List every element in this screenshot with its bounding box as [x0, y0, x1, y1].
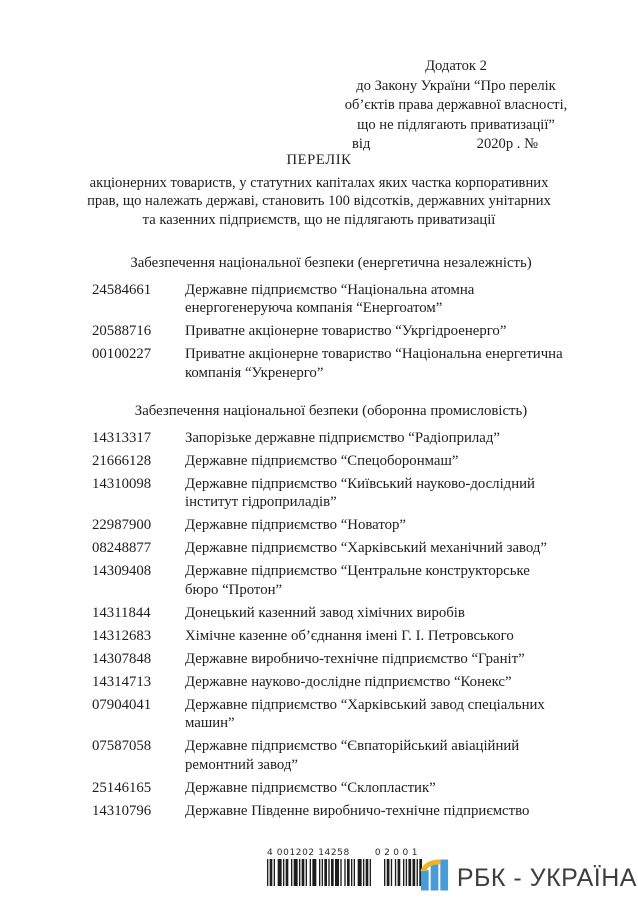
logo-bar [421, 870, 429, 890]
company-row [92, 673, 570, 692]
enterprise-list [92, 254, 570, 825]
company-row [92, 696, 570, 733]
company-name: Державне підприємство “Спецоборонмаш” [185, 452, 459, 469]
company-row [92, 516, 570, 535]
company-name: Державне підприємство “Склопластик” [185, 779, 436, 796]
rbc-ukraine-wordmark: РБК - УКРАЇНА [456, 863, 637, 892]
appendix-number: Додаток 2 [425, 58, 487, 74]
company-name: Державне підприємство “Харківський механічний завод” [185, 540, 547, 556]
company-row [92, 737, 570, 774]
section-heading-energy: Забезпечення національної безпеки (енергетична незалежність) [130, 255, 532, 271]
company-name: Державне підприємство “Центральне конструкторське бюро “Протон” [185, 563, 530, 598]
section-rows-energy [92, 281, 570, 383]
company-name: Державне підприємство “Новатор” [185, 517, 406, 533]
section-defense [92, 402, 570, 820]
logo-bar [440, 860, 448, 891]
company-row [92, 627, 570, 646]
barcode [267, 848, 423, 886]
law-reference-line-1: до Закону України “Про перелік [356, 77, 556, 94]
company-code: 22987900 [92, 517, 152, 533]
company-code: 21666128 [92, 452, 152, 469]
company-row [92, 779, 570, 798]
company-code: 07587058 [92, 738, 152, 754]
company-row [92, 452, 570, 471]
barcode-main-number: 4 001202 14258 [267, 848, 350, 858]
rbc-ukraine-logo [419, 858, 637, 897]
company-row [92, 281, 570, 318]
section-heading-defense: Забезпечення національної безпеки (оборонна промисловість) [134, 403, 528, 419]
appendix-note [300, 57, 612, 155]
document-title [0, 151, 638, 229]
company-name: Державне науково-дослідне підприємство “Конекс” [185, 673, 512, 690]
company-name: Запорізьке державне підприємство “Радіоприлад” [185, 429, 500, 446]
company-code: 08248877 [92, 540, 152, 556]
company-code: 14312683 [92, 627, 152, 644]
company-code: 24584661 [92, 281, 152, 298]
company-name: Державне підприємство “Національна атомна енергогенеруюча компанія “Енергоатом” [185, 281, 475, 316]
barcode-addon-number: 02001 [374, 848, 421, 858]
company-row [92, 475, 570, 512]
company-row [92, 322, 570, 341]
company-name: Донецький казенний завод хімічних виробів [185, 604, 465, 621]
company-code: 14309408 [92, 563, 152, 579]
company-code: 14313317 [92, 429, 152, 446]
company-name: Приватне акціонерне товариство “Укргідроенерго” [185, 323, 507, 339]
company-code: 00100227 [92, 346, 152, 362]
company-code: 20588716 [92, 323, 152, 339]
barcode-numbers [267, 848, 423, 858]
bar-chart-icon [419, 858, 450, 897]
title-heading: ПЕРЕЛІК [286, 152, 352, 168]
company-name: Державне підприємство “Київський науково-дослідний інститут гідроприладів” [185, 475, 535, 510]
section-energy [92, 254, 570, 382]
barcode-bars-main [267, 859, 371, 886]
section-rows-defense [92, 429, 570, 821]
title-line-1: акціонерних товариств, у статутних капіталах яких частка корпоративних [89, 174, 549, 191]
company-code: 14310796 [92, 802, 152, 819]
company-code: 25146165 [92, 779, 152, 796]
company-code: 14307848 [92, 650, 152, 667]
company-name: Приватне акціонерне товариство “Національна енергетична компанія “Укренерго” [185, 346, 563, 381]
company-row [92, 562, 570, 599]
company-name: Державне підприємство “Євпаторійський авіаційний ремонтний завод” [185, 738, 520, 773]
date-suffix: 2020р . № [476, 136, 538, 152]
company-row [92, 539, 570, 558]
law-reference-line-2: об’єктів права державної власності, [344, 97, 568, 113]
company-name: Державне Південне виробничо-технічне підприємство [185, 802, 530, 819]
barcode-bars [267, 859, 423, 886]
logo-bar [430, 864, 438, 890]
company-row [92, 604, 570, 623]
company-name: Державне виробничо-технічне підприємство “Граніт” [185, 650, 525, 667]
company-name: Державне підприємство “Харківський завод спеціальних машин” [185, 696, 545, 731]
date-prefix: від [352, 136, 371, 152]
company-row [92, 650, 570, 669]
law-reference-line-3: що не підлягають приватизації” [357, 116, 555, 133]
company-row [92, 429, 570, 448]
company-row [92, 802, 570, 821]
barcode-bars-addon [384, 859, 422, 886]
title-line-3: та казенних підприємств, що не підлягають приватизації [142, 211, 496, 228]
company-row [92, 345, 570, 382]
company-code: 14311844 [92, 604, 151, 621]
title-line-2: прав, що належать державі, становить 100 відсотків, державних унітарних [87, 193, 551, 210]
company-name: Хімічне казенне об’єднання імені Г. І. Петровського [185, 627, 514, 644]
company-code: 14310098 [92, 475, 152, 492]
company-code: 14314713 [92, 673, 152, 690]
company-code: 07904041 [92, 696, 152, 713]
